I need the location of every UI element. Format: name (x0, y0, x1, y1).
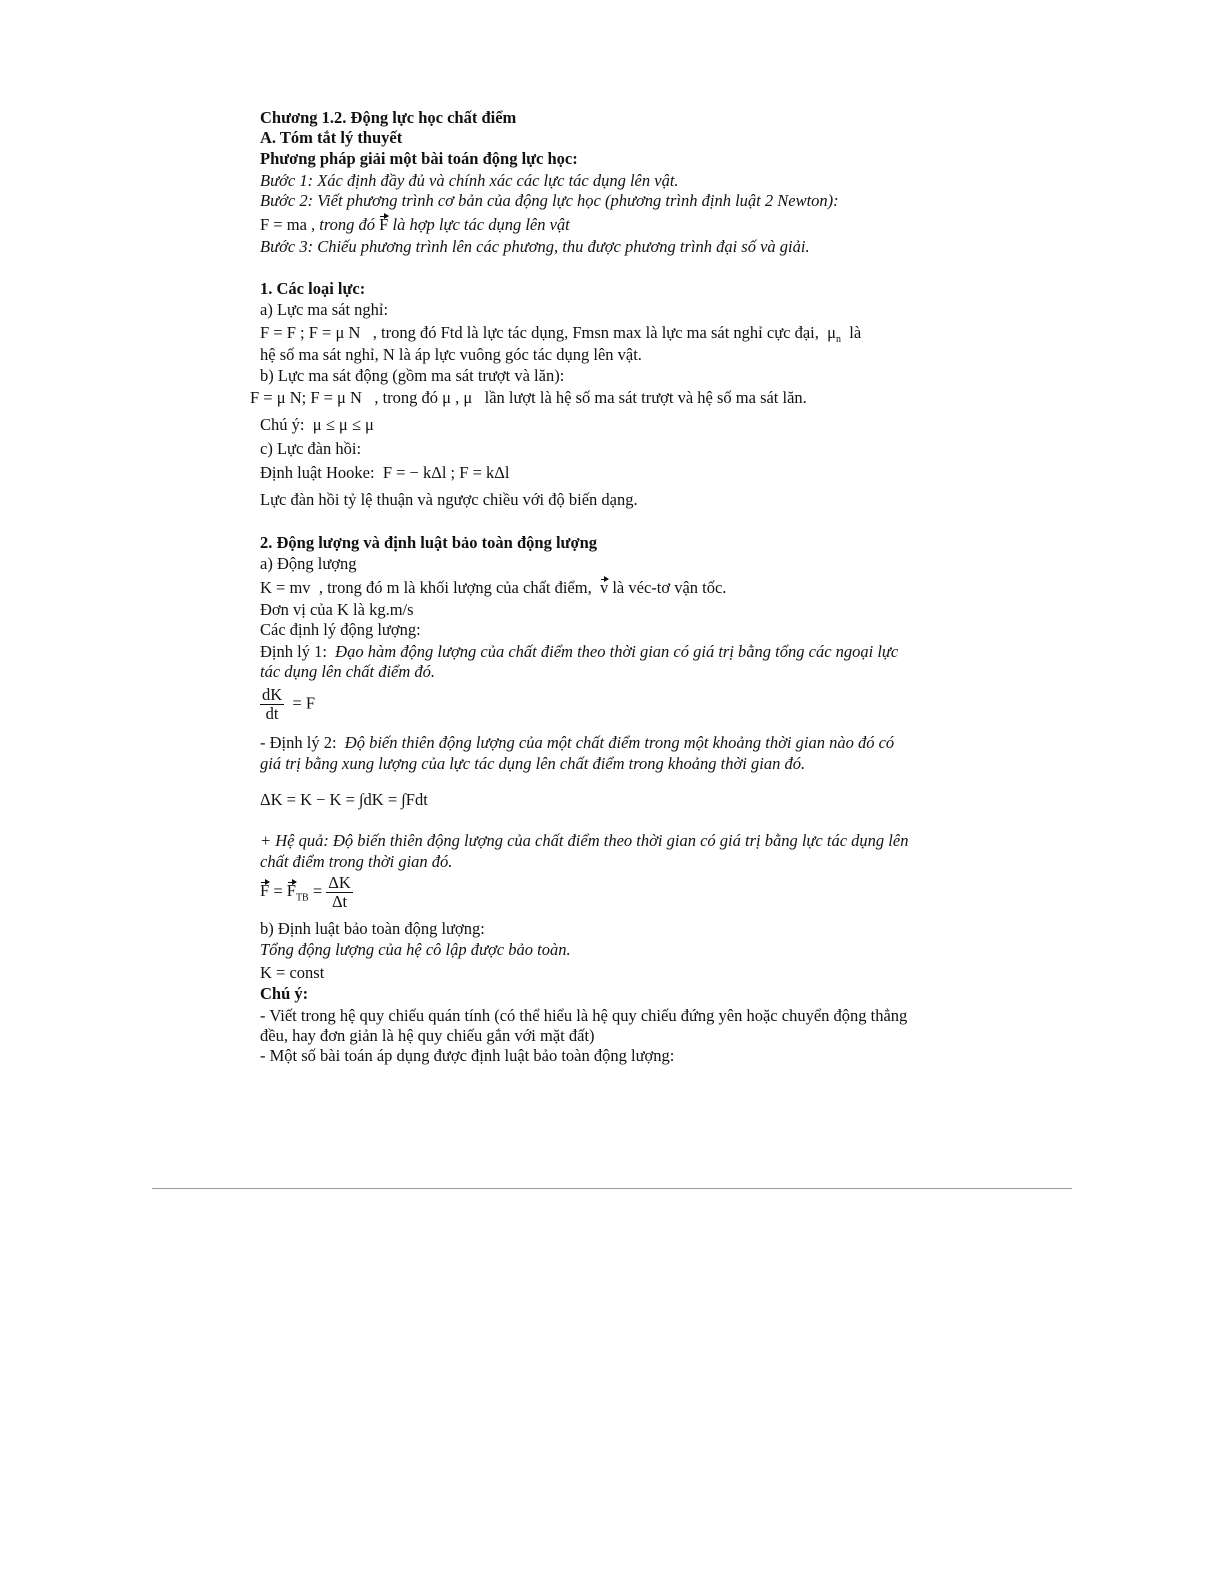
conservation-note-2: - Một số bài toán áp dụng được định luật bảo toàn động lượng: (260, 1046, 675, 1065)
newton-2-formula: F = ma (260, 215, 307, 234)
momentum-a-title: a) Động lượng (260, 554, 357, 573)
step-3: Bước 3: Chiếu phương trình lên các phương, thu được phương trình đại số và giải. (260, 237, 810, 256)
friction-note-label: Chú ý: (260, 415, 305, 434)
newton-2-note: , trong đó (311, 215, 376, 234)
theorem-1-text: Đạo hàm động lượng của chất điểm theo thời gian có giá trị bằng tổng các ngoại lực (335, 642, 899, 661)
theorem-2 (260, 733, 894, 753)
kinetic-friction-title: b) Lực ma sát động (gồm ma sát trượt và lăn): (260, 366, 565, 385)
theorem-2-formula: ΔK = K − K = ∫dK = ∫Fdt (260, 790, 428, 809)
page-divider (152, 1188, 1072, 1189)
friction-note (260, 415, 374, 435)
momentum-def-line: K = mv , trong đó m là khối lượng của chất điểm, v là véc-tơ vận tốc. (260, 578, 727, 597)
conservation-text: Tổng động lượng của hệ cô lập được bảo toàn. (260, 940, 571, 959)
momentum-title: 2. Động lượng và định luật bảo toàn động lượng (260, 533, 598, 552)
hooke-label: Định luật Hooke: (260, 463, 375, 482)
kinetic-friction-formula: F = μ N; F = μ N (250, 388, 362, 407)
theorem-1-rhs: = F (292, 693, 316, 713)
static-friction-la: là (849, 323, 862, 342)
static-friction-line: F = F ; F = μ N , trong đó Ftd là lực tác dụng, Fmsn max là lực ma sát nghỉ cực đại, $\mu_n$ là (260, 323, 862, 345)
static-friction-text-2: hệ số ma sát nghỉ, N là áp lực vuông góc tác dụng lên vật. (260, 345, 642, 364)
momentum-theorems: Các định lý động lượng: (260, 620, 421, 639)
newton-2-note-2: là hợp lực tác dụng lên vật (392, 215, 570, 234)
kinetic-friction-line (250, 388, 807, 408)
step-1: Bước 1: Xác định đầy đủ và chính xác các lực tác dụng lên vật. (260, 171, 679, 190)
newton-2-line: F = ma , trong đó F là hợp lực tác dụng lên vật (260, 215, 570, 234)
static-friction-formula: F = F ; F = μ N (260, 323, 361, 342)
forces-title: 1. Các loại lực: (260, 279, 366, 298)
momentum-def-text: , trong đó m là khối lượng của chất điểm, (318, 578, 592, 597)
theorem-1-formula (260, 686, 315, 723)
conservation-title: b) Định luật bảo toàn động lượng: (260, 919, 485, 938)
theorem-1 (260, 642, 898, 662)
mu-symbols: μ , μ (442, 388, 473, 407)
conservation-note-1: - Viết trong hệ quy chiếu quán tính (có thể hiểu là hệ quy chiếu đứng yên hoặc chuyển động thẳng (260, 1006, 908, 1025)
section-a-title: A. Tóm tắt lý thuyết (260, 128, 403, 147)
hooke-text: Lực đàn hồi tỷ lệ thuận và ngược chiều với độ biến dạng. (260, 490, 638, 509)
friction-note-formula: μ ≤ μ ≤ μ (312, 415, 374, 434)
conservation-formula: K = const (260, 963, 325, 982)
static-friction-title: a) Lực ma sát nghỉ: (260, 300, 389, 319)
elastic-force-title: c) Lực đàn hồi: (260, 439, 362, 458)
hooke-formula: F = − kΔl ; F = kΔl (382, 463, 510, 482)
conservation-note-label: Chú ý: (260, 984, 309, 1003)
corollary-text-2: chất điểm trong thời gian đó. (260, 852, 453, 871)
hooke-line (260, 463, 509, 483)
momentum-unit: Đơn vị của K là kg.m/s (260, 600, 414, 619)
static-friction-text: , trong đó Ftd là lực tác dụng, Fmsn max là lực ma sát nghỉ cực đại, (372, 323, 819, 342)
theorem-1-denominator: dt (265, 704, 279, 723)
chapter-title: Chương 1.2. Động lực học chất điểm (260, 108, 517, 127)
corollary-denominator: Δt (331, 892, 348, 911)
kinetic-friction-text: , trong đó (374, 388, 439, 407)
momentum-formula: K = mv (260, 578, 311, 597)
corollary-numerator: ΔK (328, 873, 351, 892)
theorem-1-label: Định lý 1: (260, 642, 327, 661)
theorem-2-text: Độ biến thiên động lượng của một chất điểm trong một khoảng thời gian nào đó có (344, 733, 895, 752)
theorem-2-text-2: giá trị bằng xung lượng của lực tác dụng lên chất điểm trong khoảng thời gian đó. (260, 754, 806, 773)
mu-n-symbol: μ (827, 323, 836, 342)
conservation-note-1b: đều, hay đơn giản là hệ quy chiếu gắn với mặt đất) (260, 1026, 595, 1045)
theorem-1-text-2: tác dụng lên chất điểm đó. (260, 662, 436, 681)
kinetic-friction-text-2: lần lượt là hệ số ma sát trượt và hệ số ma sát lăn. (484, 388, 807, 407)
method-title: Phương pháp giải một bài toán động lực học: (260, 149, 578, 168)
theorem-1-numerator: dK (262, 685, 283, 704)
theorem-2-label: - Định lý 2: (260, 733, 337, 752)
corollary-text: + Hệ quả: Độ biến thiên động lượng của chất điểm theo thời gian có giá trị bằng lực tác dụng lên (260, 831, 909, 850)
step-2: Bước 2: Viết phương trình cơ bản của động lực học (phương trình định luật 2 Newton): (260, 191, 839, 210)
velocity-text: là véc-tơ vận tốc. (612, 578, 727, 597)
corollary-formula: $F = F_{TB}$ = $\frac{\Delta K}{\Delta t}$ (260, 873, 351, 911)
